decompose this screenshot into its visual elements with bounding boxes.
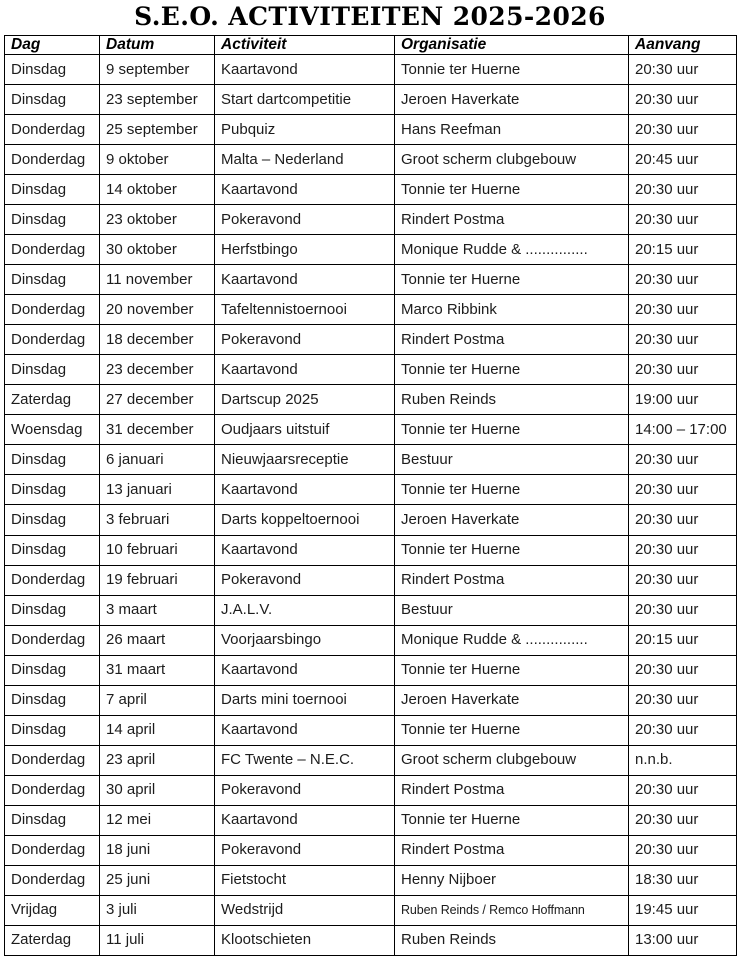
cell-activiteit: Kaartavond [215,55,395,85]
cell-aanvang: 13:00 uur [629,925,737,955]
cell-dag: Dinsdag [5,445,100,475]
cell-aanvang: 20:30 uur [629,55,737,85]
header-row [5,36,737,55]
table-row [5,235,737,265]
table-row [5,385,737,415]
cell-activiteit: J.A.L.V. [215,595,395,625]
cell-activiteit: Darts koppeltoernooi [215,505,395,535]
cell-activiteit: Herfstbingo [215,235,395,265]
cell-organisatie: Ruben Reinds [395,385,629,415]
cell-organisatie: Rindert Postma [395,565,629,595]
cell-organisatie: Hans Reefman [395,115,629,145]
cell-datum: 9 september [100,55,215,85]
cell-aanvang: 20:30 uur [629,445,737,475]
cell-organisatie: Tonnie ter Huerne [395,805,629,835]
cell-datum: 3 februari [100,505,215,535]
column-header-aanvang: Aanvang [629,36,737,55]
cell-datum: 23 september [100,85,215,115]
cell-organisatie: Ruben Reinds / Remco Hoffmann [395,895,629,925]
cell-aanvang: 19:45 uur [629,895,737,925]
cell-datum: 23 december [100,355,215,385]
cell-dag: Woensdag [5,415,100,445]
cell-aanvang: 20:30 uur [629,265,737,295]
table-row [5,325,737,355]
cell-activiteit: Pokeravond [215,775,395,805]
cell-aanvang: 20:30 uur [629,775,737,805]
cell-organisatie: Tonnie ter Huerne [395,415,629,445]
cell-datum: 14 april [100,715,215,745]
cell-dag: Donderdag [5,565,100,595]
cell-dag: Donderdag [5,625,100,655]
cell-activiteit: Dartscup 2025 [215,385,395,415]
cell-dag: Vrijdag [5,895,100,925]
cell-aanvang: n.n.b. [629,745,737,775]
table-row [5,805,737,835]
column-header-datum: Datum [100,36,215,55]
cell-aanvang: 20:30 uur [629,565,737,595]
cell-organisatie: Jeroen Haverkate [395,85,629,115]
cell-aanvang: 20:30 uur [629,115,737,145]
table-row [5,175,737,205]
cell-organisatie: Rindert Postma [395,775,629,805]
table-row [5,895,737,925]
cell-aanvang: 20:30 uur [629,595,737,625]
cell-activiteit: Wedstrijd [215,895,395,925]
table-row [5,655,737,685]
cell-dag: Donderdag [5,115,100,145]
cell-dag: Zaterdag [5,385,100,415]
cell-organisatie: Tonnie ter Huerne [395,715,629,745]
table-row [5,85,737,115]
cell-activiteit: Malta – Nederland [215,145,395,175]
table-row [5,475,737,505]
cell-activiteit: Kaartavond [215,175,395,205]
cell-activiteit: Kaartavond [215,805,395,835]
cell-aanvang: 20:30 uur [629,205,737,235]
cell-activiteit: Pokeravond [215,835,395,865]
cell-datum: 25 juni [100,865,215,895]
cell-activiteit: FC Twente – N.E.C. [215,745,395,775]
cell-aanvang: 20:30 uur [629,535,737,565]
cell-aanvang: 20:30 uur [629,325,737,355]
cell-dag: Donderdag [5,325,100,355]
cell-organisatie: Jeroen Haverkate [395,505,629,535]
cell-dag: Dinsdag [5,805,100,835]
cell-datum: 10 februari [100,535,215,565]
cell-organisatie: Groot scherm clubgebouw [395,145,629,175]
cell-organisatie: Rindert Postma [395,835,629,865]
cell-organisatie: Tonnie ter Huerne [395,175,629,205]
cell-activiteit: Kaartavond [215,475,395,505]
cell-dag: Donderdag [5,745,100,775]
table-row [5,595,737,625]
cell-dag: Dinsdag [5,205,100,235]
cell-dag: Dinsdag [5,355,100,385]
cell-aanvang: 20:30 uur [629,475,737,505]
cell-datum: 6 januari [100,445,215,475]
cell-dag: Dinsdag [5,55,100,85]
table-header [5,36,737,55]
cell-dag: Donderdag [5,295,100,325]
cell-aanvang: 20:30 uur [629,655,737,685]
cell-dag: Donderdag [5,865,100,895]
cell-aanvang: 20:15 uur [629,625,737,655]
table-row [5,445,737,475]
table-row [5,625,737,655]
cell-datum: 11 november [100,265,215,295]
cell-aanvang: 20:30 uur [629,805,737,835]
cell-datum: 23 oktober [100,205,215,235]
cell-activiteit: Kaartavond [215,655,395,685]
cell-aanvang: 14:00 – 17:00 [629,415,737,445]
cell-activiteit: Pokeravond [215,325,395,355]
cell-activiteit: Pubquiz [215,115,395,145]
cell-organisatie: Monique Rudde & ............... [395,625,629,655]
cell-aanvang: 19:00 uur [629,385,737,415]
cell-datum: 14 oktober [100,175,215,205]
cell-datum: 25 september [100,115,215,145]
cell-aanvang: 20:30 uur [629,505,737,535]
cell-activiteit: Kaartavond [215,265,395,295]
cell-dag: Dinsdag [5,655,100,685]
cell-dag: Donderdag [5,775,100,805]
cell-activiteit: Kaartavond [215,355,395,385]
cell-datum: 30 oktober [100,235,215,265]
cell-organisatie: Bestuur [395,595,629,625]
cell-dag: Dinsdag [5,535,100,565]
activities-table [4,35,737,956]
cell-datum: 31 december [100,415,215,445]
cell-dag: Donderdag [5,235,100,265]
cell-organisatie: Monique Rudde & ............... [395,235,629,265]
cell-dag: Dinsdag [5,505,100,535]
table-row [5,355,737,385]
cell-activiteit: Oudjaars uitstuif [215,415,395,445]
cell-organisatie: Tonnie ter Huerne [395,655,629,685]
cell-organisatie: Tonnie ter Huerne [395,265,629,295]
cell-activiteit: Nieuwjaarsreceptie [215,445,395,475]
page-title: S.E.O. ACTIVITEITEN 2025-2026 [134,2,606,31]
cell-organisatie: Henny Nijboer [395,865,629,895]
cell-dag: Dinsdag [5,715,100,745]
cell-activiteit: Start dartcompetitie [215,85,395,115]
cell-activiteit: Klootschieten [215,925,395,955]
cell-activiteit: Darts mini toernooi [215,685,395,715]
cell-dag: Dinsdag [5,85,100,115]
cell-aanvang: 20:30 uur [629,685,737,715]
cell-dag: Dinsdag [5,685,100,715]
cell-datum: 18 juni [100,835,215,865]
cell-aanvang: 20:30 uur [629,715,737,745]
cell-datum: 31 maart [100,655,215,685]
table-row [5,565,737,595]
cell-organisatie: Tonnie ter Huerne [395,475,629,505]
table-row [5,505,737,535]
cell-organisatie: Tonnie ter Huerne [395,55,629,85]
cell-aanvang: 20:30 uur [629,835,737,865]
cell-datum: 27 december [100,385,215,415]
cell-activiteit: Kaartavond [215,535,395,565]
cell-datum: 30 april [100,775,215,805]
cell-organisatie: Bestuur [395,445,629,475]
table-row [5,145,737,175]
column-header-organisatie: Organisatie [395,36,629,55]
cell-aanvang: 20:15 uur [629,235,737,265]
cell-activiteit: Pokeravond [215,565,395,595]
cell-activiteit: Tafeltennistoernooi [215,295,395,325]
cell-organisatie: Rindert Postma [395,325,629,355]
column-header-dag: Dag [5,36,100,55]
table-row [5,415,737,445]
cell-organisatie: Jeroen Haverkate [395,685,629,715]
table-row [5,775,737,805]
cell-activiteit: Pokeravond [215,205,395,235]
cell-datum: 9 oktober [100,145,215,175]
cell-datum: 18 december [100,325,215,355]
cell-dag: Zaterdag [5,925,100,955]
cell-dag: Donderdag [5,835,100,865]
table-row [5,295,737,325]
table-row [5,115,737,145]
table-row [5,535,737,565]
table-row [5,925,737,955]
cell-datum: 3 juli [100,895,215,925]
cell-activiteit: Fietstocht [215,865,395,895]
cell-organisatie: Groot scherm clubgebouw [395,745,629,775]
table-row [5,835,737,865]
cell-organisatie: Marco Ribbink [395,295,629,325]
cell-datum: 19 februari [100,565,215,595]
cell-activiteit: Voorjaarsbingo [215,625,395,655]
cell-organisatie: Tonnie ter Huerne [395,355,629,385]
cell-dag: Dinsdag [5,595,100,625]
cell-dag: Donderdag [5,145,100,175]
column-header-activiteit: Activiteit [215,36,395,55]
cell-dag: Dinsdag [5,175,100,205]
cell-datum: 7 april [100,685,215,715]
table-row [5,55,737,85]
cell-datum: 3 maart [100,595,215,625]
cell-aanvang: 18:30 uur [629,865,737,895]
cell-aanvang: 20:30 uur [629,175,737,205]
table-row [5,685,737,715]
table-row [5,205,737,235]
cell-aanvang: 20:45 uur [629,145,737,175]
cell-dag: Dinsdag [5,265,100,295]
cell-aanvang: 20:30 uur [629,85,737,115]
cell-datum: 20 november [100,295,215,325]
cell-datum: 12 mei [100,805,215,835]
cell-aanvang: 20:30 uur [629,295,737,325]
cell-dag: Dinsdag [5,475,100,505]
cell-datum: 11 juli [100,925,215,955]
table-row [5,265,737,295]
cell-datum: 13 januari [100,475,215,505]
cell-organisatie: Rindert Postma [395,205,629,235]
cell-activiteit: Kaartavond [215,715,395,745]
cell-organisatie: Tonnie ter Huerne [395,535,629,565]
table-body [5,55,737,956]
cell-datum: 26 maart [100,625,215,655]
table-row [5,715,737,745]
cell-datum: 23 april [100,745,215,775]
table-row [5,865,737,895]
cell-aanvang: 20:30 uur [629,355,737,385]
cell-organisatie: Ruben Reinds [395,925,629,955]
table-row [5,745,737,775]
